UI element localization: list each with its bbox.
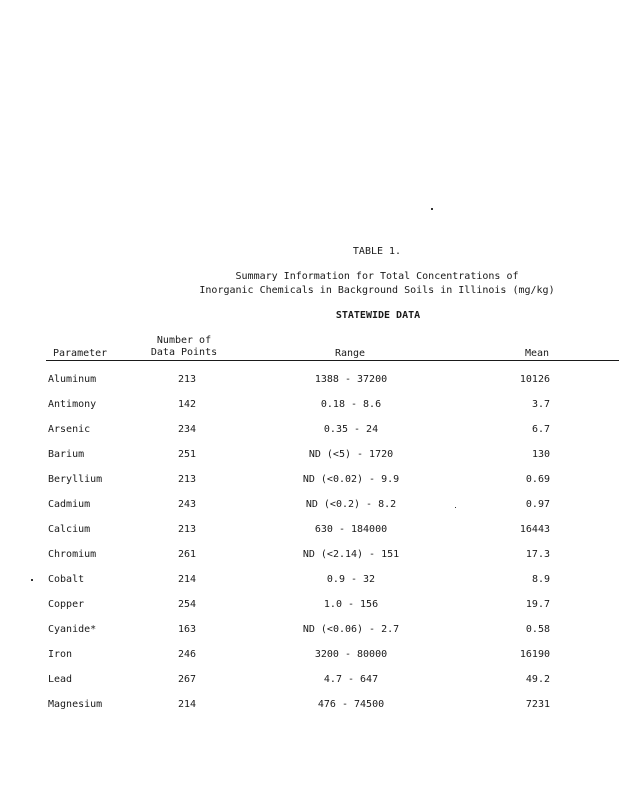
cell-parameter: Lead [48,674,73,685]
table-caption-line-1: Summary Information for Total Concentrations of [235,271,519,282]
cell-data-points: 163 [177,624,197,635]
column-header-data-points-line-1: Number of [156,335,212,346]
table-row [0,449,619,463]
cell-data-points: 213 [177,474,197,485]
cell-mean: 3.7 [531,399,550,410]
cell-mean: 0.69 [525,474,550,485]
table-row [0,624,619,638]
cell-mean: 10126 [519,374,550,385]
scan-speck [431,208,433,210]
table-row [0,374,619,388]
cell-parameter: Aluminum [48,374,97,385]
table-row [0,524,619,538]
cell-mean: 19.7 [525,599,550,610]
table-row [0,424,619,438]
cell-range: ND (<0.2) - 8.2 [305,499,397,510]
header-rule [46,360,619,361]
cell-mean: 16443 [519,524,550,535]
cell-data-points: 213 [177,374,197,385]
table-row [0,549,619,563]
cell-mean: 16190 [519,649,550,660]
cell-mean: 0.58 [525,624,550,635]
cell-parameter: Barium [48,449,85,460]
cell-data-points: 214 [177,574,197,585]
cell-data-points: 214 [177,699,197,710]
cell-parameter: Iron [48,649,73,660]
column-header-range: Range [334,348,366,359]
cell-mean: 49.2 [525,674,550,685]
cell-data-points: 243 [177,499,197,510]
cell-data-points: 142 [177,399,197,410]
cell-data-points: 251 [177,449,197,460]
table-row [0,474,619,488]
cell-range: 630 - 184000 [314,524,388,535]
cell-range: 0.35 - 24 [323,424,379,435]
cell-parameter: Calcium [48,524,91,535]
table-row [0,599,619,613]
cell-parameter: Copper [48,599,85,610]
cell-data-points: 254 [177,599,197,610]
cell-data-points: 246 [177,649,197,660]
column-header-parameter: Parameter [53,348,108,359]
column-header-data-points [151,335,217,359]
table-row [0,674,619,688]
table-row [0,499,619,513]
cell-range: ND (<2.14) - 151 [302,549,400,560]
cell-parameter: Beryllium [48,474,103,485]
cell-parameter: Cyanide* [48,624,97,635]
cell-mean: 130 [531,449,550,460]
cell-mean: 0.97 [525,499,550,510]
cell-data-points: 267 [177,674,197,685]
cell-mean: 7231 [525,699,550,710]
cell-range: ND (<5) - 1720 [308,449,394,460]
table-row [0,699,619,713]
cell-range: 476 - 74500 [317,699,385,710]
cell-parameter: Arsenic [48,424,91,435]
cell-mean: 8.9 [531,574,550,585]
cell-parameter: Magnesium [48,699,103,710]
column-header-mean: Mean [524,348,550,359]
cell-parameter: Cobalt [48,574,85,585]
cell-mean: 17.3 [525,549,550,560]
cell-parameter: Chromium [48,549,97,560]
table-row [0,574,619,588]
cell-data-points: 234 [177,424,197,435]
column-header-data-points-line-2: Data Points [150,347,218,358]
table-row [0,399,619,413]
table-caption-line-2: Inorganic Chemicals in Background Soils in Illinois (mg/kg) [199,285,555,296]
cell-parameter: Cadmium [48,499,91,510]
table-title: TABLE 1. [352,246,402,257]
cell-range: 0.9 - 32 [326,574,376,585]
cell-range: 3200 - 80000 [314,649,388,660]
cell-parameter: Antimony [48,399,97,410]
section-title: STATEWIDE DATA [335,310,421,321]
cell-range: 0.18 - 8.6 [320,399,382,410]
cell-data-points: 213 [177,524,197,535]
cell-data-points: 261 [177,549,197,560]
cell-range: 1.0 - 156 [323,599,379,610]
cell-range: ND (<0.06) - 2.7 [302,624,400,635]
table-row [0,649,619,663]
cell-range: 1388 - 37200 [314,374,388,385]
cell-range: 4.7 - 647 [323,674,379,685]
cell-mean: 6.7 [531,424,550,435]
cell-range: ND (<0.02) - 9.9 [302,474,400,485]
